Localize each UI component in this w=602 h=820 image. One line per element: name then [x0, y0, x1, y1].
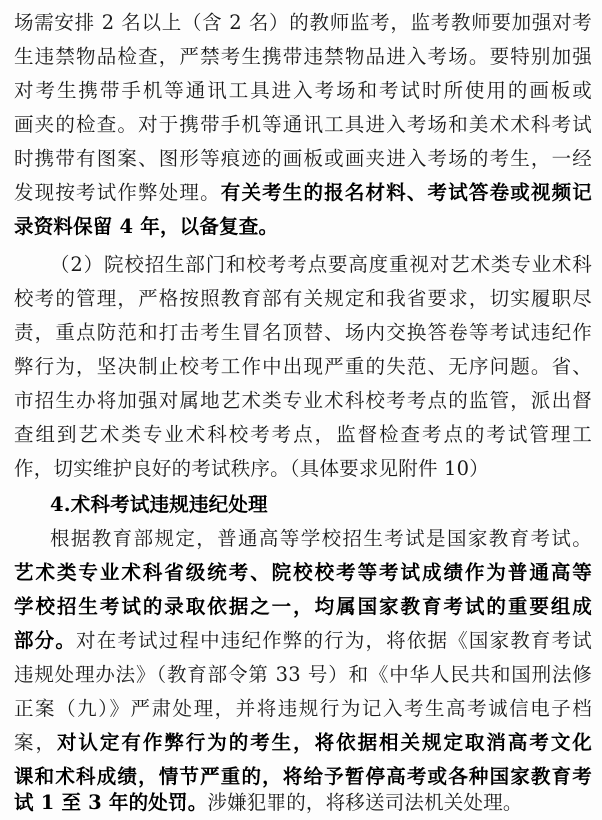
text-bold: 录资料保留 4 年，以备复查。: [14, 215, 279, 238]
text-bold: 学校招生考试的录取依据之一，均属国家教育考试的重要组成: [14, 595, 592, 618]
text-line: （2）院校招生部门和校考考点要高度重视对艺术类专业术科: [50, 253, 592, 276]
text-line: 时携带有图案、图形等痕迹的画板或画夹进入考场的考生，一经: [14, 147, 592, 170]
text-line: [14, 624, 592, 658]
section-heading: [50, 488, 592, 522]
text-bold: 试 1 至 3 年的处罚。: [14, 791, 208, 814]
text-line: 正案（九）》严肃处理，并将违规行为记入考生高考诚信电子档: [14, 697, 592, 720]
text-line: [14, 786, 592, 820]
text-bold: 对认定有作弊行为的考生，将依据相关规定取消高考文化: [56, 731, 592, 754]
text-line: 弊行为，坚决制止校考工作中出现严重的失范、无序问题。省、: [14, 355, 592, 378]
text-line: 作，切实维护良好的考试秩序。（具体要求见附件 10）: [14, 457, 489, 480]
text-line: [14, 590, 592, 624]
text-normal: 对在考试过程中违纪作弊的行为，将依据《国家教育考试: [76, 629, 592, 652]
text-line: [14, 726, 592, 760]
text-line: 查组到艺术类专业术科校考考点，监督检查考点的考试管理工: [14, 423, 592, 446]
text-normal: 涉嫌犯罪的，将移送司法机关处理。: [207, 791, 523, 814]
text-line: [14, 556, 592, 590]
text-line: 违规处理办法》（教育部令第 33 号）和《中华人民共和国刑法修: [14, 663, 592, 686]
text-bold: 部分。: [14, 629, 77, 652]
heading-text: 4.术科考试违规违纪处理: [50, 493, 268, 516]
text-line: 生违禁物品检查，严禁考生携带违禁物品进入考场。要特别加强: [14, 45, 592, 68]
text-line: 校考的管理，严格按照教育部有关规定和我省要求，切实履职尽: [14, 287, 592, 310]
text-line: 画夹的检查。对于携带手机等通讯工具进入考场和美术术科考试: [14, 113, 592, 136]
text-normal: 发现按考试作弊处理。: [14, 181, 221, 204]
text-line: 场需安排 2 名以上（含 2 名）的教师监考，监考教师要加强对考: [14, 11, 592, 34]
text-normal: 案，: [14, 731, 57, 754]
text-line: 市招生办将加强对属地艺术类专业术科校考考点的监管，派出督: [14, 389, 592, 412]
text-line: [14, 176, 592, 210]
text-line: 根据教育部规定，普通高等学校招生考试是国家教育考试。: [50, 527, 592, 550]
text-line: [14, 210, 592, 244]
text-bold: 有关考生的报名材料、考试答卷或视频记: [220, 181, 592, 204]
text-line: 责，重点防范和打击考生冒名顶替、场内交换答卷等考试违纪作: [14, 321, 592, 344]
text-line: 对考生携带手机等通讯工具进入考场和考试时所使用的画板或: [14, 79, 592, 102]
text-bold: 艺术类专业术科省级统考、院校校考等考试成绩作为普通高等: [14, 561, 592, 584]
text-bold: 课和术科成绩，情节严重的，将给予暂停高考或各种国家教育考: [14, 765, 592, 788]
